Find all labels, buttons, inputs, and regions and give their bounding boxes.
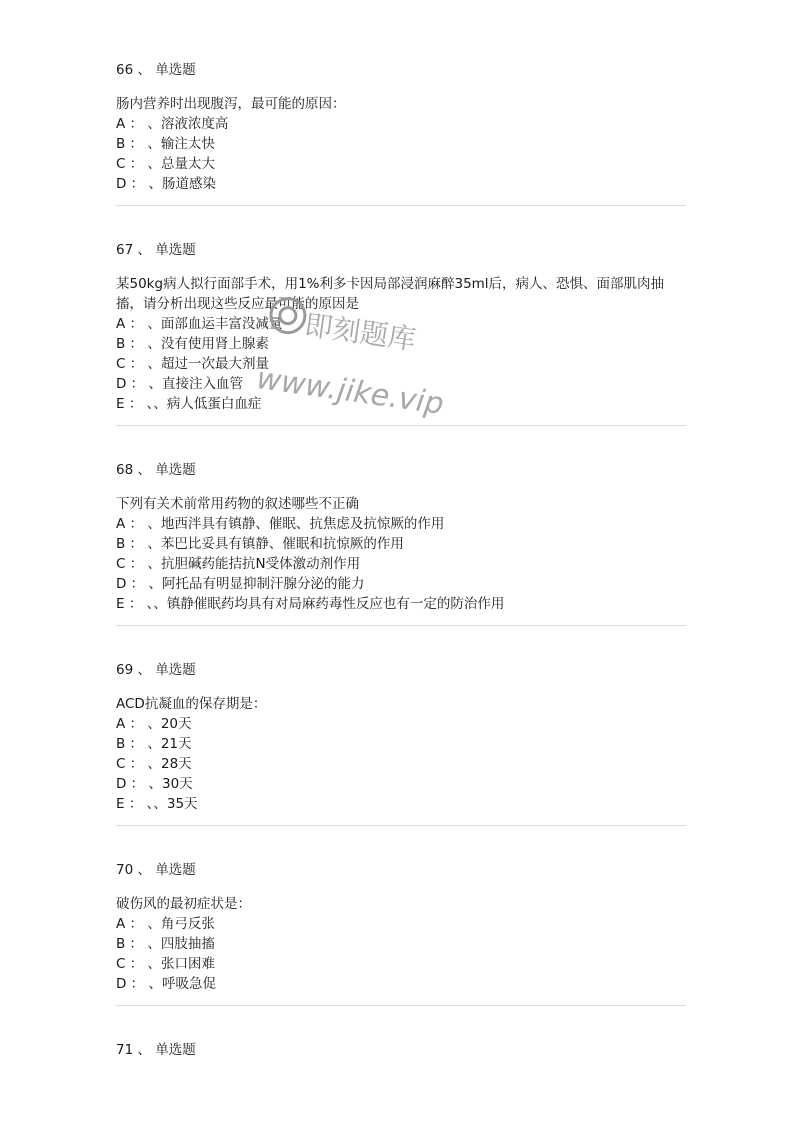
option-b[interactable]: B ： 、21天: [116, 736, 192, 752]
question-header: 67 、 单选题: [116, 242, 196, 258]
option-c[interactable]: C ： 、超过一次最大剂量: [116, 356, 270, 372]
question-stem: ACD抗凝血的保存期是：: [116, 696, 267, 712]
option-b[interactable]: B ： 、输注太快: [116, 136, 215, 152]
watermark-text-url: www.jike.vip: [254, 361, 446, 422]
question-70: [116, 860, 686, 994]
question-66: [116, 60, 686, 194]
option-d[interactable]: D ： 、呼吸急促: [116, 976, 216, 992]
question-stem: 某50kg病人拟行面部手术，用1%利多卡因局部浸润麻醉35ml后，病人、恐惧、面部肌肉抽搐，请分析出现这些反应最可能的原因是: [116, 276, 665, 312]
option-b[interactable]: B ： 、没有使用肾上腺素: [116, 336, 269, 352]
option-c[interactable]: C ： 、抗胆碱药能拮抗N受体激动剂作用: [116, 556, 361, 572]
option-a[interactable]: A ： 、角弓反张: [116, 916, 215, 932]
option-e[interactable]: E ： 、、35天: [116, 796, 198, 812]
option-d[interactable]: D ： 、阿托品有明显抑制汗腺分泌的能力: [116, 576, 365, 592]
question-divider: [116, 205, 686, 206]
option-e[interactable]: E ： 、、病人低蛋白血症: [116, 396, 262, 412]
question-69: [116, 660, 686, 814]
question-header: 69 、 单选题: [116, 662, 196, 678]
question-header: 71 、 单选题: [116, 1042, 196, 1058]
option-a[interactable]: A ： 、面部血运丰富没减量: [116, 316, 283, 332]
question-71: [116, 1040, 686, 1060]
question-header: 70 、 单选题: [116, 862, 196, 878]
question-header: 66 、 单选题: [116, 62, 196, 78]
question-divider: [116, 425, 686, 426]
question-header: 68 、 单选题: [116, 462, 196, 478]
option-b[interactable]: B ： 、四肢抽搐: [116, 936, 215, 952]
option-b[interactable]: B ： 、苯巴比妥具有镇静、催眠和抗惊厥的作用: [116, 536, 404, 552]
question-68: [116, 460, 686, 614]
question-divider: [116, 625, 686, 626]
question-stem: 肠内营养时出现腹泻，最可能的原因：: [116, 96, 346, 112]
option-a[interactable]: A ： 、溶液浓度高: [116, 116, 229, 132]
option-c[interactable]: C ： 、28天: [116, 756, 192, 772]
question-divider: [116, 825, 686, 826]
option-c[interactable]: C ： 、张口困难: [116, 956, 216, 972]
option-e[interactable]: E ： 、、镇静催眠药均具有对局麻药毒性反应也有一定的防治作用: [116, 596, 505, 612]
option-a[interactable]: A ： 、地西泮具有镇静、催眠、抗焦虑及抗惊厥的作用: [116, 516, 445, 532]
option-d[interactable]: D ： 、直接注入血管: [116, 376, 243, 392]
watermark-text-cn: 即刻题库: [302, 308, 419, 357]
question-stem: 下列有关术前常用药物的叙述哪些不正确: [116, 496, 359, 512]
question-divider: [116, 1005, 686, 1006]
question-67: [116, 240, 686, 414]
option-c[interactable]: C ： 、总量太大: [116, 156, 216, 172]
option-a[interactable]: A ： 、20天: [116, 716, 192, 732]
option-d[interactable]: D ： 、30天: [116, 776, 193, 792]
question-stem: 破伤风的最初症状是：: [116, 896, 251, 912]
option-d[interactable]: D ： 、肠道感染: [116, 176, 216, 192]
